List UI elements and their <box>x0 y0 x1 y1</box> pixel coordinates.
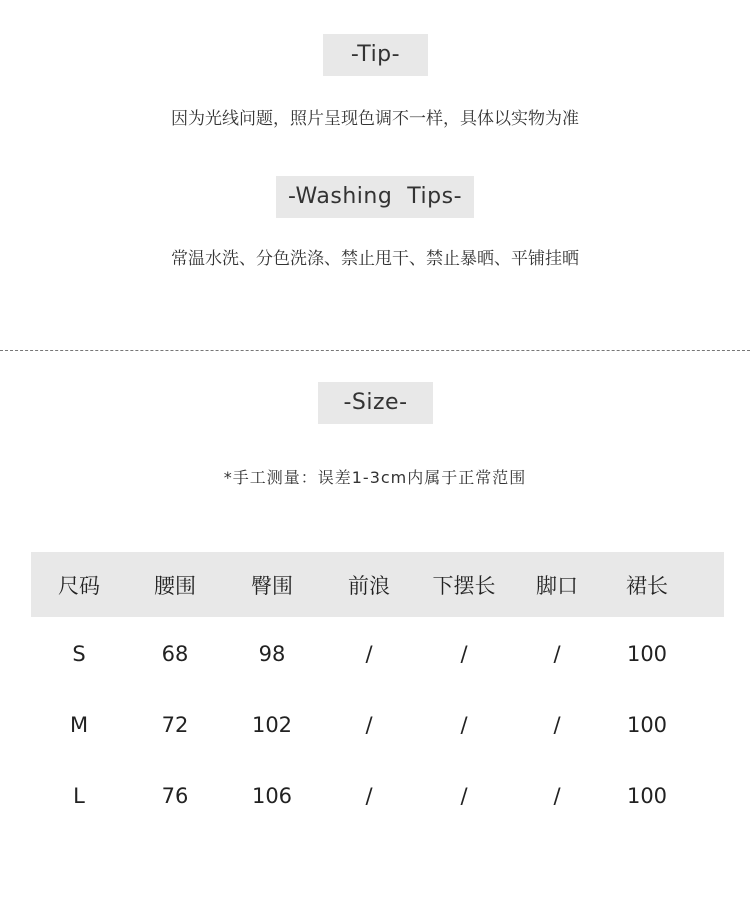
cell-leg-opening: / <box>553 783 561 808</box>
tip-text: 因为光线问题，照片呈现色调不一样，具体以实物为准 <box>171 109 579 129</box>
header-hip: 臀围 <box>251 573 293 598</box>
cell-size: S <box>72 641 86 666</box>
header-size: 尺码 <box>58 573 100 598</box>
cell-hem: / <box>460 712 468 737</box>
cell-waist: 76 <box>161 783 189 808</box>
cell-front-rise: / <box>365 712 373 737</box>
cell-size: L <box>73 783 85 808</box>
cell-skirt-length: 100 <box>626 712 668 737</box>
size-table <box>31 552 724 831</box>
dashed-divider <box>0 350 750 351</box>
table-row <box>31 689 724 760</box>
header-front-rise: 前浪 <box>348 573 390 598</box>
cell-leg-opening: / <box>553 712 561 737</box>
cell-skirt-length: 100 <box>626 783 668 808</box>
cell-hip: 106 <box>251 783 293 808</box>
header-waist: 腰围 <box>154 573 196 598</box>
size-table-body <box>31 617 724 831</box>
cell-waist: 72 <box>161 712 189 737</box>
cell-skirt-length: 100 <box>626 641 668 666</box>
table-row <box>31 760 724 831</box>
measurement-note: *手工测量：误差1-3cm内属于正常范围 <box>223 468 527 487</box>
cell-leg-opening: / <box>553 641 561 666</box>
cell-front-rise: / <box>365 641 373 666</box>
cell-hip: 102 <box>251 712 293 737</box>
tip-title: -Tip- <box>323 34 428 76</box>
header-skirt-length: 裙长 <box>626 573 668 598</box>
washing-tips-title: -Washing Tips- <box>276 176 474 218</box>
cell-hip: 98 <box>258 641 286 666</box>
header-leg-opening: 脚口 <box>536 573 578 598</box>
cell-front-rise: / <box>365 783 373 808</box>
table-row <box>31 618 724 689</box>
cell-hem: / <box>460 783 468 808</box>
header-hem: 下摆长 <box>432 573 496 598</box>
cell-hem: / <box>460 641 468 666</box>
size-title: -Size- <box>318 382 433 424</box>
washing-tips-text: 常温水洗、分色洗涤、禁止甩干、禁止暴晒、平铺挂晒 <box>171 249 579 266</box>
size-table-header <box>31 552 724 617</box>
cell-size: M <box>69 712 89 737</box>
cell-waist: 68 <box>161 641 189 666</box>
